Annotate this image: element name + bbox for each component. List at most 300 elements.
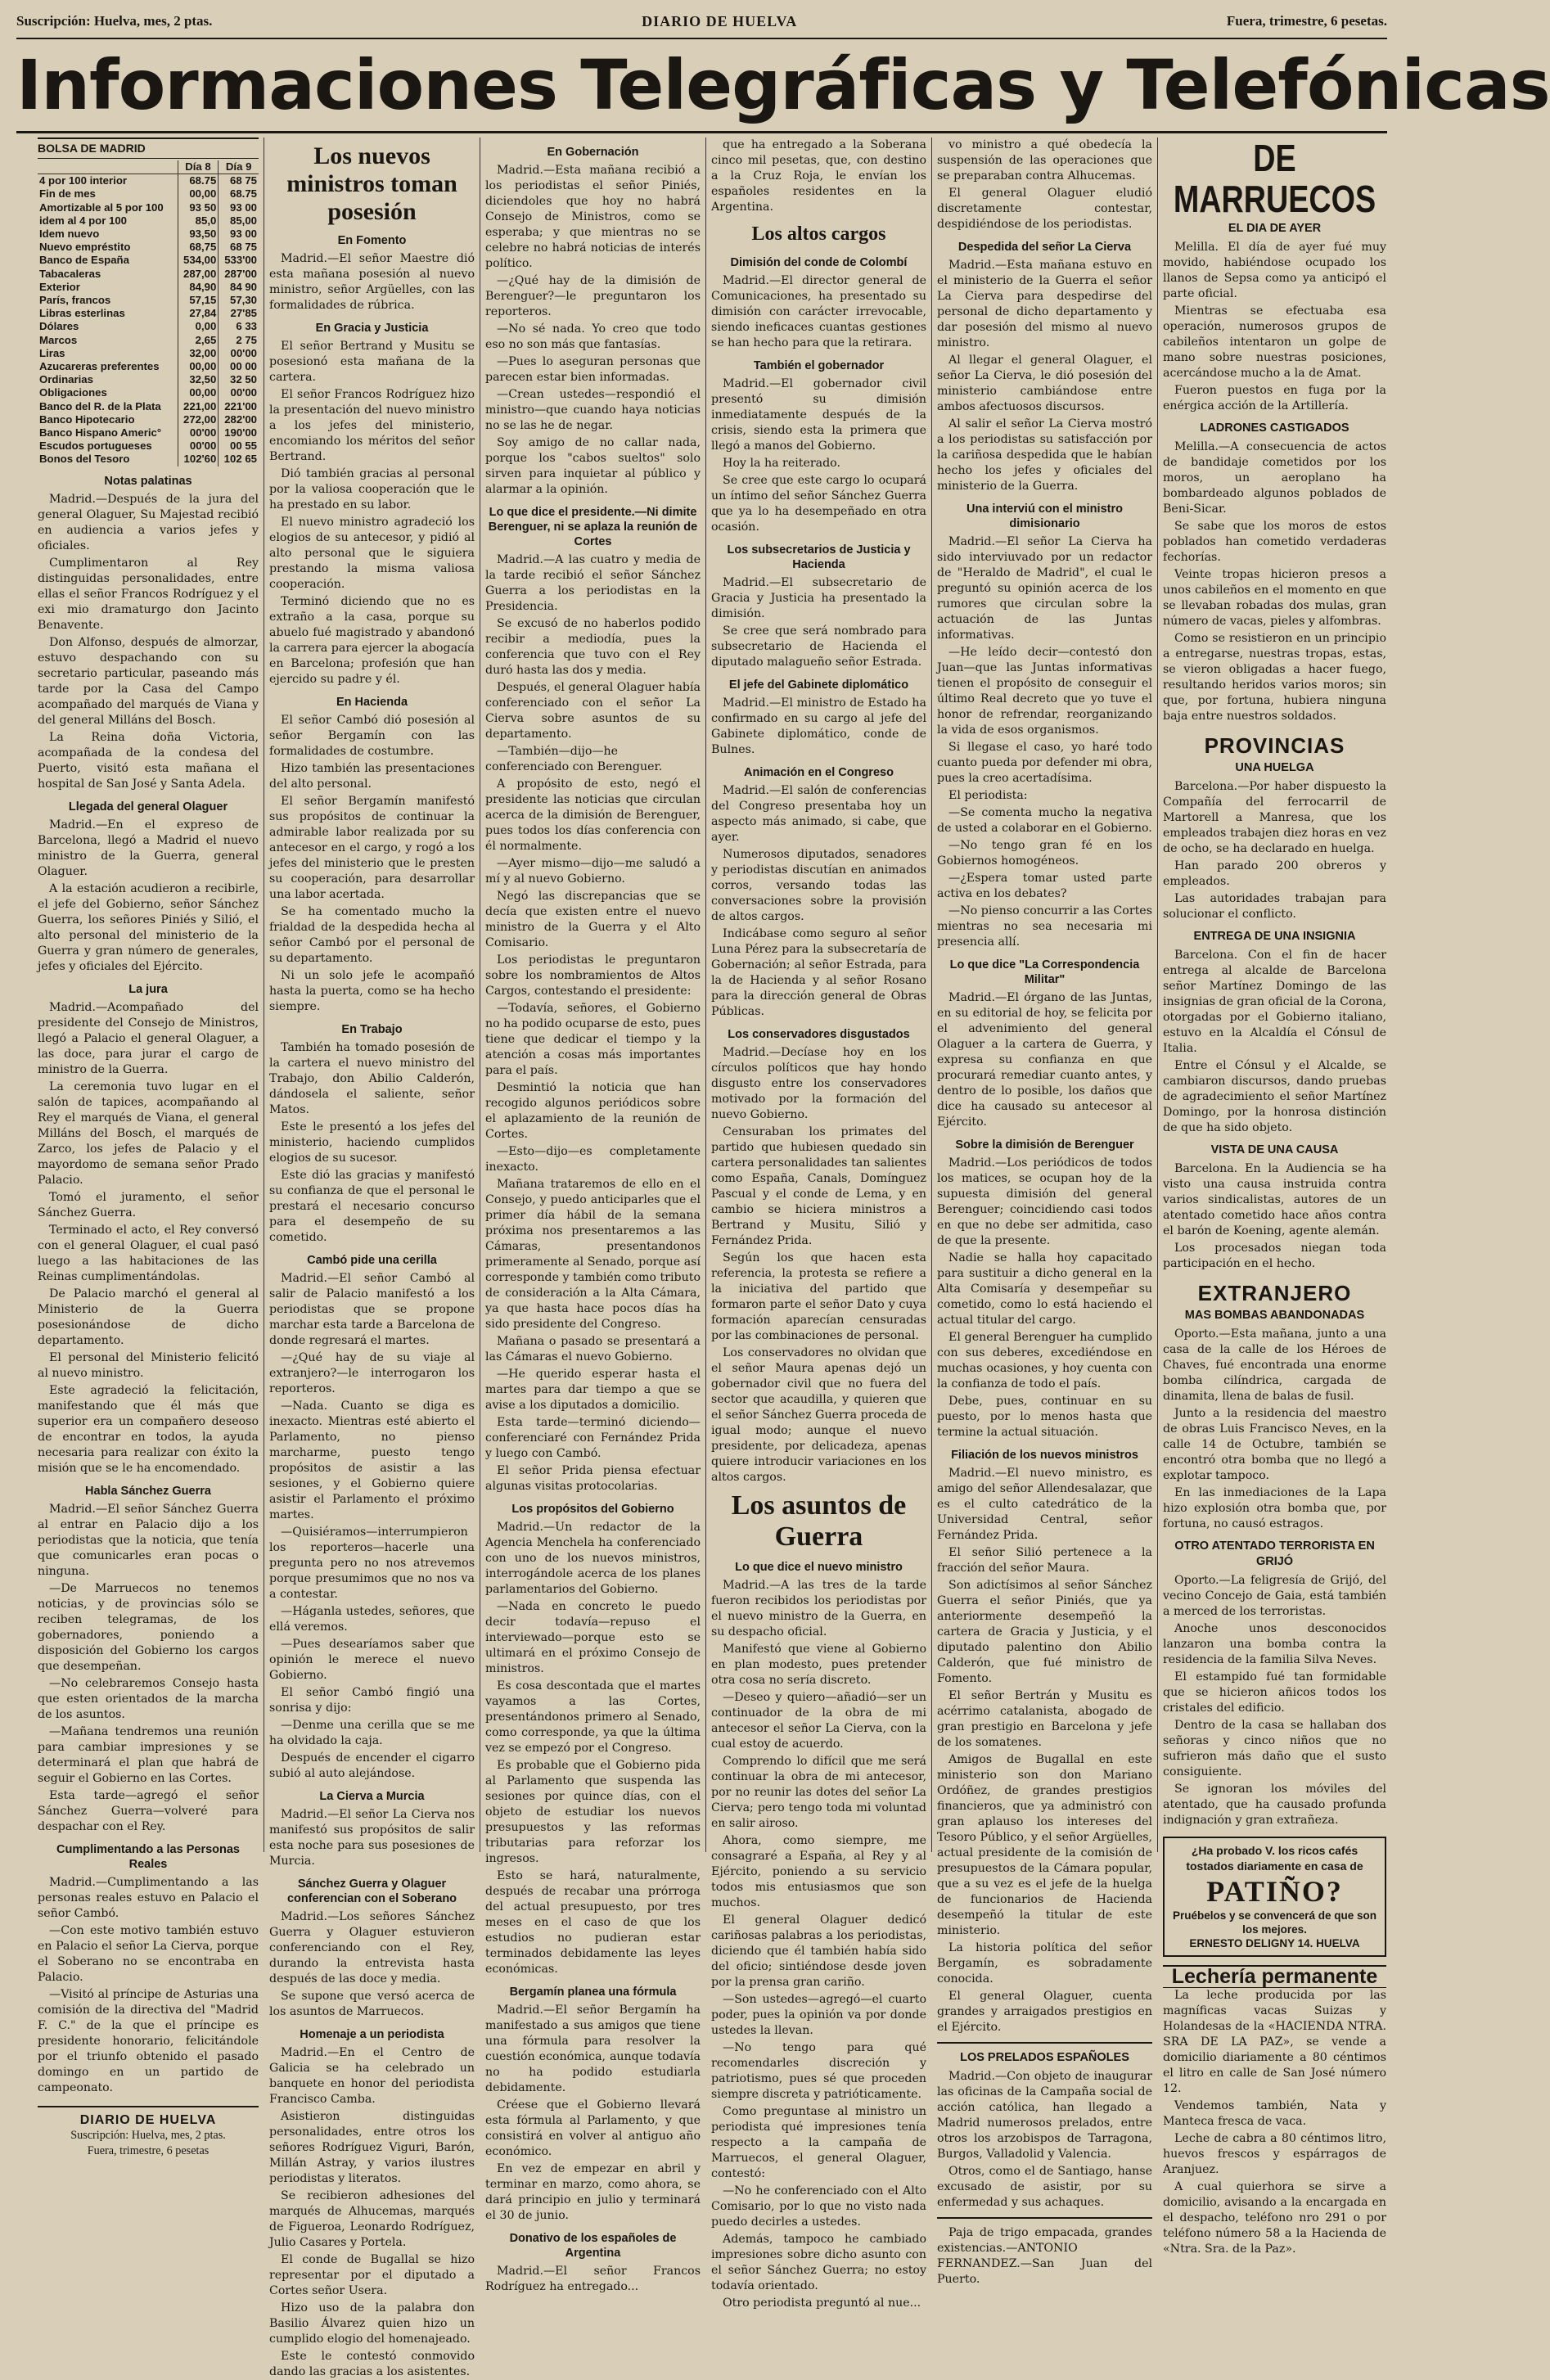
section-heading: Bergamín planea una fórmula — [509, 1986, 677, 1999]
article-body — [711, 376, 926, 535]
table-row — [38, 426, 259, 439]
divider — [937, 2042, 1152, 2044]
column-1 — [33, 137, 264, 2157]
table-row — [38, 320, 259, 333]
paragraph: Es cosa descontada que el martes vayamos a las Cortes, presentándonos primero al Senado, como corresponde, ya que la última vez se empezó por el Congreso. — [485, 1679, 701, 1755]
table-cell: Banco Hispano Americ° — [39, 426, 162, 439]
table-row — [38, 187, 259, 201]
table-cell: Liras — [39, 346, 65, 359]
paragraph: Madrid.—Esta mañana estuvo en el ministerio de la Guerra el señor La Cierva para despedirse del personal de dicho departamento y dar posesión del mismo al nuevo ministro. — [937, 259, 1152, 349]
paragraph: Veinte tropas hicieron presos a unos cabileños en el momento en que se llevaban robadas dos mulas, gran número de vacas, pieles y alfombras. — [1163, 568, 1386, 628]
paragraph: Hoy la ha reiterado. — [723, 457, 840, 470]
paragraph: Esta tarde—terminó diciendo—conferenciaré con Fernández Prida y luego con Cambó. — [485, 1416, 701, 1460]
section-heading: Donativo de los españoles de Argentina — [509, 2232, 677, 2260]
paragraph: Madrid.—Cumplimentando a las personas reales estuvo en Palacio el señor Cambó. — [38, 1875, 259, 1920]
article-body — [1163, 240, 1386, 414]
page-headline: Informaciones Telegráficas y Telefónicas — [16, 39, 1387, 133]
paragraph: Entre el Cónsul y el Alcalde, se cambiaron discursos, dando pruebas de agradecimiento el señor Martínez Domingo, por la honrosa distinción de que ha sido objeto. — [1163, 1059, 1386, 1134]
paragraph: —He querido esperar hasta el martes para dar tiempo a que se avise a los diputados a domicilio. — [485, 1368, 701, 1412]
paragraph: —¿Espera tomar usted parte activa en los debates? — [937, 872, 1152, 900]
table-row — [38, 228, 259, 241]
table-cell: 84 90 — [219, 281, 259, 294]
table-cell: 4 por 100 interior — [39, 174, 128, 187]
article-body — [269, 1909, 475, 2020]
table-cell: Obligaciones — [39, 386, 107, 399]
paragraph: Como preguntase al ministro un periodista qué impresiones tenía respecto a la campaña de Marruecos, el general Olaguer, contestó: — [711, 2105, 926, 2180]
section-heading: Cambó pide una cerilla — [307, 1254, 437, 1267]
table-row — [38, 307, 259, 320]
paragraph: —No pienso concurrir a las Cortes mientras no sea necesaria mi presencia allí. — [937, 904, 1152, 949]
paragraph: Madrid.—Con objeto de inaugurar las oficinas de la Campaña social de acción católica, han llegado a Madrid numerosos prelados, entre otros los arzobispos de Tarragona, Burgos, Valladolid y Valencia. — [937, 2070, 1152, 2161]
table-row — [38, 453, 259, 466]
table-cell: Fin de mes — [39, 187, 96, 201]
section-heading: VISTA DE UNA CAUSA — [1210, 1143, 1339, 1156]
section-heading: También el gobernador — [753, 359, 885, 372]
section-heading: En Fomento — [337, 234, 407, 247]
paragraph: Madrid.—En el expreso de Barcelona, llegó a Madrid el nuevo ministro de la Guerra, general Olaguer. — [38, 818, 259, 878]
bolsa-title: BOLSA DE MADRID — [38, 137, 259, 159]
masthead-subscription: Suscripción: Huelva, mes, 2 ptas. — [16, 13, 213, 29]
table-cell: Banco de España — [39, 254, 129, 267]
table-header-cell — [38, 160, 178, 174]
table-cell: 00,00 — [178, 187, 219, 201]
section-heading: Habla Sánchez Guerra — [85, 1484, 211, 1498]
table-cell: 272,00 — [178, 413, 219, 426]
table-cell: Ordinarias — [39, 373, 93, 386]
paragraph: —Mañana tendremos una reunión para cambiar impresiones y se determinará el plan que habrá de seguir el Gobierno en las Cortes. — [38, 1724, 259, 1785]
article-body — [711, 696, 926, 758]
article-body — [269, 713, 475, 1015]
article-body — [38, 1875, 259, 2096]
classified-ad: Paja de trigo empacada, grandes existencias.—ANTONIO FERNANDEZ.—San Juan del Puerto. — [937, 2226, 1152, 2286]
paragraph: Mañana trataremos de ello en el Consejo, y puedo anticiparles que el primer día hábil de la semana próxima nos presentaremos a las Cámaras, presentandonos primeramente al Senado, porque así corresponde y también como tributo de consideración a la Alta Cámara, ya que hasta hace pocos días ha sido presidente del Congreso. — [485, 1178, 701, 1331]
paragraph: Esto se hará, naturalmente, después de recabar una prórroga del actual presupuesto, por tres meses en el caso de que los estudios no pudieran estar terminados debidamente las leyes económicas. — [485, 1869, 701, 1976]
table-row — [38, 214, 259, 228]
paragraph: El general Olaguer dedicó cariñosas palabras a los periodistas, diciendo que él también había sido del oficio; sintiéndose desde joven por la prensa gran cariño. — [711, 1913, 926, 1989]
paragraph: Anoche unos desconocidos lanzaron una bomba contra la residencia de la familia Silva Neves. — [1163, 1622, 1386, 1666]
paragraph: Se cree que este cargo lo ocupará un íntimo del señor Sánchez Guerra que ya lo ha desempeñado en otra ocasión. — [711, 474, 926, 534]
ad-tagline: Pruébelos y se convencerá de que son los mejores. — [1172, 1909, 1377, 1936]
section-heading: La jura — [128, 982, 168, 996]
article-body — [1163, 1573, 1386, 1828]
paragraph: que ha entregado a la Soberana cinco mil pesetas, que, con destino a la Cruz Roja, le envían los españoles residentes en la Argentina. — [711, 138, 926, 214]
section-heading: Cumplimentando a las Personas Reales — [56, 1842, 240, 1871]
paragraph: —De Marruecos no tenemos noticias, y de provincias sólo se reciben telegramas, de los gobernadores, poniendo a disposición del Gobierno los cargos que desempeñan. — [38, 1581, 259, 1673]
table-cell: 85,00 — [219, 214, 259, 228]
paragraph: Madrid.—El señor La Cierva nos manifestó sus propósitos de salir esta noche para sus posesiones de Murcia. — [269, 1808, 475, 1868]
section-heading: Una interviú con el ministro dimisionario — [966, 503, 1123, 530]
paragraph: En las inmediaciones de la Lapa hizo explosión otra bomba que, por fortuna, no causó estragos. — [1163, 1486, 1386, 1530]
paragraph: A propósito de esto, negó el presidente las noticias que circulan acerca de la dimisión de Berenguer, pues todos los días conferencia con él normalmente. — [485, 778, 701, 853]
table-cell: 57,30 — [219, 294, 259, 307]
table-cell: Amortizable al 5 por 100 — [39, 201, 164, 214]
paragraph: La leche producida por las magníficas vacas Suizas y Holandesas de la «HACIENDA NTRA. SRA DE LA PAZ», se vende a domicilio diariamente a 80 céntimos el litro en calle de San José número 12. — [1163, 1989, 1386, 2095]
section-heading: En Gracia y Justicia — [315, 322, 429, 335]
article-body — [1163, 1327, 1386, 1532]
table-cell: 6 33 — [219, 320, 259, 333]
paragraph: Cumplimentaron al Rey distinguidas personalidades, entre ellas el señor Francos Rodríguez y el exi mio dramaturgo don Jacinto Benavente. — [38, 556, 259, 632]
paragraph: El conde de Bugallal se hizo representar por el diputado a Cortes señor Usera. — [269, 2253, 475, 2297]
paragraph: —Son ustedes—agregó—el cuarto poder, pues la opinión va por donde ustedes la llevan. — [711, 1993, 926, 2037]
table-cell: 102'60 — [178, 453, 219, 466]
section-title: PROVINCIAS — [1204, 733, 1345, 758]
table-cell: 68.75 — [178, 174, 219, 188]
paragraph: Madrid.—Un redactor de la Agencia Menchela ha conferenciado con uno de los nuevos ministros, interrogándole acerca de los planes parlamentarios del Gobierno. — [485, 1521, 701, 1596]
paragraph: Madrid.—El gobernador civil presentó su dimisión inmediatamente después de la crisis, siendo esta la primera que llegó a manos del Gobierno. — [711, 377, 926, 453]
section-title: Los asuntos de Guerra — [731, 1490, 907, 1552]
paragraph: Este dió las gracias y manifestó su confianza de que el personal le prestará el necesario concurso para el desempeño de su cometido. — [269, 1169, 475, 1244]
table-cell: 93 00 — [219, 201, 259, 214]
paragraph: Oporto.—Esta mañana, junto a una casa de la calle de los Héroes de Chaves, fué encontrada una enorme bomba cilíndrica, cargada de dinamita, llena de balas de fusil. — [1163, 1327, 1386, 1403]
table-cell: 93 50 — [178, 201, 219, 214]
paragraph: El señor Cambó dió posesión al señor Bergamín con las formalidades de costumbre. — [269, 714, 475, 758]
paragraph: —Pues desearíamos saber que opinión le merece el nuevo Gobierno. — [269, 1638, 475, 1682]
paragraph: —Quisiéramos—interrumpieron los reporteros—hacerle una pregunta pero no nos atrevemos porque presumimos que no nos va a contestar. — [269, 1526, 475, 1601]
table-cell: 00,00 — [178, 386, 219, 399]
paragraph: Madrid.—A las tres de la tarde fueron recibidos los periodistas por el nuevo ministro de la Guerra, en su despacho oficial. — [711, 1579, 926, 1639]
table-cell: 85,0 — [178, 214, 219, 228]
table-row — [38, 174, 259, 188]
paragraph: Terminó diciendo que no es extraño a la casa, porque su abuelo fué magistrado y abandonó la carrera para ejercer la abogacía en Barcelona; profesión que han ejercido su padre y él. — [269, 595, 475, 686]
section-title: Los altos cargos — [751, 223, 886, 245]
paragraph: —No he conferenciado con el Alto Comisario, por lo que no visto nada puedo decirles a ustedes. — [711, 2184, 926, 2229]
paragraph: Madrid.—Decíase hoy en los círculos políticos que hay hondo disgusto entre los conservadores motivado por la formación del nuevo Gobierno. — [711, 1046, 926, 1121]
paragraph: Créese que el Gobierno llevará esta fórmula al Parlamento, y que consistirá en volver al antiguo año económico. — [485, 2098, 701, 2158]
table-row — [38, 201, 259, 214]
paragraph: Madrid.—El señor Maestre dió esta mañana posesión al nuevo ministro, señor Argüelles, con las formalidades de rúbrica. — [269, 252, 475, 312]
article-body — [269, 2045, 475, 2380]
paragraph: Tomó el juramento, el señor Sánchez Guerra. — [38, 1190, 259, 1219]
section-heading: Homenaje a un periodista — [300, 2028, 444, 2041]
paragraph: Madrid.—Después de la jura del general Olaguer, Su Majestad recibió en audiencia a varios jefes y oficiales. — [38, 492, 259, 552]
table-cell: 00'00 — [178, 426, 219, 439]
article-body — [937, 2069, 1152, 2211]
paragraph: Madrid.—El salón de conferencias del Congreso presentaba hoy un aspecto más animado, si cabe, que ayer. — [711, 784, 926, 844]
section-heading: Sánchez Guerra y Olaguer conferencian con el Soberano — [286, 1877, 457, 1905]
article-body — [937, 990, 1152, 1130]
paragraph: Han parado 200 obreros y empleados. — [1163, 859, 1386, 888]
paragraph: —Crean ustedes—respondió el ministro—que cuando haya noticias no se las he de negar. — [485, 388, 701, 432]
paragraph: Este le contestó conmovido dando las gracias a los asistentes. — [269, 2350, 475, 2378]
table-cell: 0,00 — [178, 320, 219, 333]
paragraph: Oporto.—La feligresía de Grijó, del vecino Concejo de Gaia, está también a merced de los terroristas. — [1163, 1574, 1386, 1618]
paragraph: —No tengo para qué recomendarles discreción y patriotismo, pues sé que proceden siempre discreta y patrióticamente. — [711, 2041, 926, 2101]
paragraph: Desmintió la noticia que han recogido algunos periódicos sobre el aplazamiento de la reunión de Cortes. — [485, 1081, 701, 1141]
table-cell: 287'00 — [219, 268, 259, 281]
table-cell: Banco Hipotecario — [39, 412, 135, 426]
table-cell: 32 50 — [219, 373, 259, 386]
section-heading: Llegada del general Olaguer — [68, 800, 228, 814]
table-row — [38, 241, 259, 254]
section-heading: Lo que dice el nuevo ministro — [735, 1561, 903, 1574]
paragraph: Como se resistieron en un principio a entregarse, nuestras tropas, estas, se vieron obligadas a hacer fuego, resultando heridos varios moros; sin que, por fortuna, hubiera ninguna baja entre nuestros soldados. — [1163, 632, 1386, 723]
table-cell: 00,00 — [178, 360, 219, 373]
table-cell: 221,00 — [178, 400, 219, 413]
paragraph: Melilla.—A consecuencia de actos de bandidaje cometidos por los moros, un aeroplano ha bombardeado algunos poblados de Beni-Sicar. — [1163, 440, 1386, 516]
section-heading: En Gobernación — [547, 146, 639, 159]
article-body — [269, 1040, 475, 1246]
paragraph: Esta tarde—agregó el señor Sánchez Guerra—volveré para despachar con el Rey. — [38, 1788, 259, 1833]
article-body — [1163, 439, 1386, 724]
paragraph: A cual quierhora se sirve a domicilio, avisando a la encargada en el despacho, teléfono nro 291 o por teléfono número 58 a la Hacienda de «Ntra. Sra. de la Paz». — [1163, 2180, 1386, 2256]
paragraph: El señor Silió pertenece a la fracción del señor Maura. — [937, 1546, 1152, 1575]
article-body — [269, 339, 475, 687]
article-body — [485, 552, 701, 1494]
paragraph: —También—dijo—he conferenciado con Berenguer. — [485, 745, 663, 773]
article-body — [711, 137, 926, 215]
section-heading: Animación en el Congreso — [744, 766, 894, 779]
table-header-cell: Día 9 — [219, 160, 259, 174]
table-row — [38, 439, 259, 453]
paragraph: Este agradeció la felicitación, manifestando que él más que superior era un compañero deseoso de encontrar en todos, la ayuda necesaria para realizar con éxito la misión que se le ha encomendado. — [38, 1383, 259, 1475]
table-row — [38, 386, 259, 399]
table-cell: 00'00 — [219, 347, 259, 360]
paragraph: Al salir el señor La Cierva mostró a los periodistas su satisfacción por la cariñosa despedida que le habían hecho los jefes y oficiales del ministerio de la Guerra. — [937, 417, 1152, 493]
table-cell: 27'85 — [219, 307, 259, 320]
paragraph: Se excusó de no haberlos podido recibir a mediodía, pues la conferencia que tuvo con el Rey duró hasta las dos y media. — [485, 617, 701, 677]
paragraph: —Visitó al príncipe de Asturias una comisión de la directiva del "Madrid F. C." de la que el príncipe es presidente honorario, felicitándole por el triunfo obtenido el pasado domingo en un partido de campeonato. — [38, 1987, 259, 2094]
table-header-row — [38, 160, 259, 174]
table-cell: Dólares — [39, 320, 79, 333]
paragraph: Se supone que versó acerca de los asuntos de Marruecos. — [269, 1990, 475, 2018]
paragraph: Madrid.—Acompañado del presidente del Consejo de Ministros, llegó a Palacio el general Olaguer, a las doce, para jurar el cargo de ministro de la Guerra. — [38, 1000, 259, 1076]
article-body — [269, 1271, 475, 1782]
column-4 — [706, 137, 931, 2310]
paragraph: —¿Qué hay de la dimisión de Berenguer?—le preguntaron los reporteros. — [485, 274, 701, 318]
paragraph: Los conservadores no olvidan que el señor Maura apenas dejó un gobernador civil que no fuera del sector que acaudilla, y quieren que el señor Sánchez Guerra proceda de igual modo; aunque el nuevo presidente, por delicadeza, apenas quiere introducir variaciones en los altos cargos. — [711, 1346, 926, 1484]
paragraph: Junto a la residencia del maestro de obras Luis Francisco Neves, en la calle 14 de Octubre, también se encontró otra bomba que no llegó a explotar tampoco. — [1163, 1407, 1386, 1482]
table-cell: 2 75 — [219, 334, 259, 347]
divider — [937, 2217, 1152, 2219]
paragraph: Mañana o pasado se presentará a las Cámaras el nuevo Gobierno. — [485, 1335, 701, 1364]
section-heading: MAS BOMBAS ABANDONADAS — [1184, 1309, 1365, 1322]
table-row — [38, 254, 259, 267]
table-cell: 287,00 — [178, 268, 219, 281]
bolsa-table — [38, 160, 259, 467]
paragraph: También ha tomado posesión de la cartera el nuevo ministro del Trabajo, don Abilio Calderón, dándosela el saliente, señor Matos. — [269, 1041, 475, 1116]
paragraph: —¿Qué hay de su viaje al extranjero?—le interrogaron los reporteros. — [269, 1351, 475, 1395]
paragraph: Madrid.—El órgano de las Juntas, en su editorial de hoy, se felicita por el advenimiento del general Olaguer a la cartera de Guerra, y expresa su confianza en que procurará remediar cuanto antes, y dentro de lo posible, los daños que dice ha causado su antecesor al Ejército. — [937, 991, 1152, 1129]
section-heading: LADRONES CASTIGADOS — [1200, 421, 1349, 435]
paragraph: —Deseo y quiero—añadió—ser un continuador de la obra de mi antecesor el señor La Cierva, con la cual estoy de acuerdo. — [711, 1691, 926, 1751]
paragraph: —Nada. Cuanto se diga es inexacto. Mientras esté abierto el Parlamento, no pienso marcharme, puesto tengo propósitos de asistir a las sesiones, y el Gobierno quiere asistir el Parlamento el próximo martes. — [269, 1400, 475, 1521]
article-body — [711, 783, 926, 1020]
table-cell: Marcos — [39, 333, 78, 346]
paragraph: Si llegase el caso, yo haré todo cuanto pueda por defender mi obra, pues la creo acertadísima. — [937, 741, 1152, 785]
paragraph: A la estación acudieron a recibirle, el jefe del Gobierno, señor Sánchez Guerra, los señores Piniés y Silió, el alto personal del ministerio de la Guerra y gran número de generales, jefes y oficiales del Ejército. — [38, 881, 259, 973]
paragraph: Don Alfonso, después de almorzar, estuvo despachando con su secretario particular, paseando más tarde por la Casa del Campo acompañado del marqués de Viana y del general Milláns del Bosch. — [38, 635, 259, 727]
table-cell: 102 65 — [219, 453, 259, 466]
paragraph: Es probable que el Gobierno pida al Parlamento que suspenda las sesiones por quince días, con el objeto de estudiar los nuevos presupuestos y las reformas tributarias para reforzar los ingresos. — [485, 1759, 701, 1865]
section-heading: La Cierva a Murcia — [319, 1790, 425, 1803]
table-row — [38, 347, 259, 360]
ad-address: ERNESTO DELIGNY 14. HUELVA — [1189, 1937, 1360, 1950]
section-heading: Filiación de los nuevos ministros — [951, 1449, 1138, 1462]
column-6 — [1158, 137, 1391, 2256]
section-heading: Los conservadores disgustados — [728, 1028, 910, 1041]
article-body — [1163, 1988, 1386, 2257]
table-cell: 32,00 — [178, 347, 219, 360]
section-title: Los nuevos ministros toman posesión — [286, 142, 457, 225]
paragraph: El señor Bertrand y Musitu se posesionó esta mañana de la cartera. — [269, 340, 475, 384]
paragraph: Madrid.—El subsecretario de Gracia y Justicia ha presentado la dimisión. — [711, 576, 926, 620]
paragraph: —Denme una cerilla que se me ha olvidado la caja. — [269, 1719, 475, 1747]
paragraph: Comprendo lo difícil que me será continuar la obra de mi antecesor, por no reunir las dotes del señor La Cierva; pero tengo toda mi voluntad en salir airoso. — [711, 1755, 926, 1830]
article-body — [1163, 948, 1386, 1136]
column-5 — [932, 137, 1157, 2286]
paragraph: Madrid.—El señor Francos Rodríguez ha entregado... — [485, 2265, 701, 2293]
paragraph: El señor Francos Rodríguez hizo la presentación del nuevo ministro a los jefes del ministerio, encomiando los méritos del señor Bertrand. — [269, 388, 475, 463]
table-cell: Tabacaleras — [39, 267, 101, 280]
paragraph: Ahora, como siempre, me consagraré a España, al Rey y al Ejército, poniendo a su servicio todos mis entusiasmos que son muchos. — [711, 1834, 926, 1909]
paragraph: vo ministro a qué obedecía la suspensión de las operaciones que se preparaban contra Alhucemas. — [937, 138, 1152, 183]
paragraph: El general Olaguer, cuenta grandes y arraigados prestigios en el Ejército. — [937, 1990, 1152, 2034]
table-cell: 00'00 — [219, 386, 259, 399]
paragraph: Son adictísimos al señor Sánchez Guerra el señor Piniés, que ya anteriormente desempeñó la cartera de Gracia y Justicia, y el diputado palentino don Abilio Calderón, que fué ministro de Fomento. — [937, 1579, 1152, 1685]
table-cell: 68.75 — [219, 187, 259, 201]
paragraph: El general Berenguer ha cumplido con sus deberes, excediéndose en muchas ocasiones, y hoy cuenta con la confianza de todo el país. — [937, 1331, 1152, 1391]
table-cell: Bonos del Tesoro — [39, 453, 130, 466]
section-heading: LOS PRELADOS ESPAÑOLES — [960, 2051, 1129, 2064]
paragraph: —Nada en concreto le puedo decir todavía—repuso el interviewado—porque esto se ultimará en el próximo Consejo de ministros. — [485, 1600, 701, 1675]
paragraph: Hizo uso de la palabra don Basilio Álvarez quien hizo un cumplido elogio del homenajeado. — [269, 2301, 475, 2346]
section-subtitle: EL DIA DE AYER — [1228, 222, 1322, 235]
paragraph: El señor Cambó fingió una sonrisa y dijo: — [269, 1686, 475, 1715]
paragraph: —No tengo gran fé en los Gobiernos homogéneos. — [937, 839, 1152, 868]
paragraph: Negó las discrepancias que se decía que existen entre el nuevo ministro de la Guerra y el Alto Comisario. — [485, 890, 701, 949]
paragraph: Fueron puestos en fuga por la enérgica acción de la Artillería. — [1163, 384, 1386, 412]
table-row — [38, 281, 259, 294]
section-heading: Los subsecretarios de Justicia y Hacienda — [727, 543, 911, 571]
table-cell: 68 75 — [219, 241, 259, 254]
paragraph: Indicábase como seguro al señor Luna Pérez para la subsecretaría de Gobernación; al señor Estrada, para la de Hacienda y al señor Rosano para la dirección general de Obras Públicas. — [711, 927, 926, 1018]
paragraph: —He leído decir—contestó don Juan—que las Juntas informativas tienen el propósito de conseguir el último Real decreto que yo tuve el honor de refrendar, reorganizando la vida de esos organismos. — [937, 646, 1152, 737]
paragraph: Amigos de Bugallal en este ministerio son don Mariano Ordóñez, de grandes prestigios financieros, que ya administró con gran aplauso los intereses del Tesoro Público, y el señor Argüelles, actual presidente de la comisión de presupuestos de la Cámara popular, que a su vez es el jefe de la huelga de funcionarios de Hacienda desempeñó la titular de este ministerio. — [937, 1753, 1152, 1937]
article-body — [485, 2003, 701, 2224]
subscription-line: Fuera, trimestre, 6 pesetas — [87, 2143, 210, 2157]
table-cell: 93 00 — [219, 228, 259, 241]
table-cell: Nuevo empréstito — [39, 241, 131, 254]
paragraph: —Con este motivo también estuvo en Palacio el señor La Cierva, porque el Soberano no se encontraba en Palacio. — [38, 1923, 259, 1984]
paragraph: Madrid.—El nuevo ministro, es amigo del señor Allendesalazar, que es el culto catedrático de la Universidad Central, señor Fernández Prida. — [937, 1467, 1152, 1542]
table-cell: 32,50 — [178, 373, 219, 386]
paragraph: —Todavía, señores, el Gobierno no ha podido ocuparse de esto, pues tiene que dedicar el tiempo y la atención a cosas más importantes para el país. — [485, 1002, 701, 1077]
table-cell: 00'00 — [178, 439, 219, 453]
section-heading: Lo que dice "La Correspondencia Militar" — [949, 958, 1140, 986]
paragraph: Madrid.—Los señores Sánchez Guerra y Olaguer estuvieron conferenciando con el Rey, durando la entrevista hasta después de las doce y media. — [269, 1910, 475, 1986]
paragraph: La historia política del señor Bergamín, es sobradamente conocida. — [937, 1941, 1152, 1986]
table-cell: 84,90 — [178, 281, 219, 294]
coffee-ad — [1163, 1837, 1386, 1957]
table-row — [38, 294, 259, 307]
article-body — [937, 137, 1152, 232]
paragraph: Censuraban los primates del partido que hubiesen quedado sin cartera personalidades tan salientes como España, Canals, Domínguez Pascual y el conde de Lema, y en cambio se hiciera ministros a Bertrand y Musitu, Silió y Fernández Prida. — [711, 1125, 926, 1247]
table-cell: Libras esterlinas — [39, 307, 125, 320]
section-heading: El jefe del Gabinete diplomático — [728, 678, 909, 692]
paragraph: El señor Bertrán y Musitu es acérrimo catalanista, abogado de gran prestigio en Barcelona y jefe de los somatenes. — [937, 1689, 1152, 1749]
paragraph: Después de encender el cigarro subió al auto alejándose. — [269, 1751, 475, 1780]
article-body — [38, 1000, 259, 1476]
paragraph: Madrid.—A las cuatro y media de la tarde recibió el señor Sánchez Guerra a los periodistas en la Presidencia. — [485, 553, 701, 613]
paragraph: —Ayer mismo—dijo—me saludó a mí y al nuevo Gobierno. — [485, 857, 701, 886]
paragraph: —No celebraremos Consejo hasta que esten orientados de la marcha de los asuntos. — [38, 1676, 259, 1721]
paragraph: Madrid.—El ministro de Estado ha confirmado en su cargo al jefe del Gabinete diplomático, conde de Bulnes. — [711, 696, 926, 756]
article-body — [38, 1502, 259, 1835]
article-body — [711, 1578, 926, 2311]
section-heading: En Hacienda — [336, 696, 408, 709]
paragraph: Al llegar el general Olaguer, el señor La Cierva, le dió posesión del ministerio cambiándose entre ambos afectuosos discursos. — [937, 354, 1152, 413]
masthead-title: DIARIO DE HUELVA — [642, 12, 798, 29]
paragraph: El nuevo ministro agradeció los elogios de su antecesor, y pidió al alto personal que le siguiera prestando la misma valiosa cooperación. — [269, 516, 475, 591]
article-body — [711, 1045, 926, 1485]
paragraph: Debe, pues, continuar en su puesto, por lo menos hasta que termine la actual situación. — [937, 1395, 1152, 1439]
article-body — [937, 1466, 1152, 2035]
article-body — [711, 575, 926, 670]
paragraph: El estampido fué tan formidable que se hicieron añicos todos los cristales del edificio. — [1163, 1670, 1386, 1715]
section-heading: En Trabajo — [341, 1023, 403, 1036]
section-heading: Sobre la dimisión de Berenguer — [955, 1138, 1134, 1152]
paragraph: El señor Bergamín manifestó sus propósitos de continuar la admirable labor realizada por su antecesor en el cargo, y rogó a los jefes del ministerio que le presten su cooperación, para desarrollar una labor acertada. — [269, 795, 475, 901]
paragraph: Soy amigo de no callar nada, porque los "cabos sueltos" solo sirven para inquietar al público y alarmar a la opinión. — [485, 436, 701, 496]
table-cell: 68 75 — [219, 174, 259, 188]
paragraph: Nadie se halla hoy capacitado para sustituir a dicho general en la Alta Comisaría y desempeñar su cometido, como lo está haciendo el actual titular del cargo. — [937, 1251, 1152, 1327]
table-cell: 68,75 — [178, 241, 219, 254]
table-cell: 27,84 — [178, 307, 219, 320]
paragraph: Numerosos diputados, senadores y periodistas discutían en animados corros, versando todas las conversaciones sobre la provisión de altos cargos. — [711, 848, 926, 923]
paragraph: Madrid.—El señor Bergamín ha manifestado a sus amigos que tiene una fórmula para resolver la cuestión económica, aunque todavía no ha podido estudiarla debidamente. — [485, 2004, 701, 2094]
paragraph: Después, el general Olaguer había conferenciado con el señor La Cierva sobre asuntos de su departamento. — [485, 681, 701, 741]
column-2 — [264, 137, 480, 2378]
paragraph: Madrid.—Esta mañana recibió a los periodistas el señor Piniés, diciendoles que hoy no habrá Consejo de Ministros, como se esperaba; y que mientras no se celebre no habrá noticias de interés político. — [485, 164, 701, 270]
paragraph: Madrid.—Los periódicos de todos los matices, se ocupan hoy de la supuesta dimisión del general Berenguer; coincidiendo casi todos en que no debe ser admitida, caso de que la presente. — [937, 1156, 1152, 1247]
table-cell: 00 00 — [219, 360, 259, 373]
section-heading: UNA HUELGA — [1235, 761, 1314, 774]
ad-question: ¿Ha probado V. los ricos cafés tostados diariamente en casa de — [1186, 1844, 1363, 1873]
paragraph: Leche de cabra a 80 céntimos litro, huevos frescos y espárragos de Aranjuez. — [1163, 2132, 1386, 2176]
table-row — [38, 413, 259, 426]
paragraph: Manifestó que viene al Gobierno en plan modesto, pues pretender otra cosa no sería discreto. — [711, 1643, 926, 1687]
paragraph: Los periodistas le preguntaron sobre los nombramientos de Altos Cargos, contestando el presidente: — [485, 953, 701, 998]
table-row — [38, 360, 259, 373]
paragraph: Este le presentó a los jefes del ministerio, haciendo cumplidos elogios de su sucesor. — [269, 1120, 475, 1165]
paragraph: Barcelona. Con el fin de hacer entrega al alcalde de Barcelona señor Martínez Domingo de las insignias de gran oficial de la Corona, otorgadas por el Gobierno italiano, estuvo en la Alcaldía el Cónsul de Italia. — [1163, 949, 1386, 1055]
paragraph: Dentro de la casa se hallaban dos señoras y cinco niños que no sufrieron más daño que el susto consiguiente. — [1163, 1719, 1386, 1778]
section-heading: ENTREGA DE UNA INSIGNIA — [1193, 930, 1356, 943]
table-cell: 190'00 — [219, 426, 259, 439]
article-body — [485, 163, 701, 498]
section-heading: Los propósitos del Gobierno — [511, 1503, 674, 1516]
section-title: EXTRANJERO — [1197, 1281, 1352, 1305]
paragraph: El general Olaguer eludió discretamente contestar, despidiéndose de los periodistas. — [937, 187, 1152, 231]
paragraph: Madrid.—El director general de Comunicaciones, ha presentado su dimisión con carácter irrevocable, siendo ineficaces cuantas gestiones se han hecho para que la retirara. — [711, 274, 926, 349]
subscription-title: DIARIO DE HUELVA — [79, 2112, 217, 2127]
table-cell: Banco del R. de la Plata — [39, 399, 161, 412]
article-body — [1163, 1161, 1386, 1272]
table-cell: 00 55 — [219, 439, 259, 453]
paragraph: El periodista: — [948, 789, 1028, 802]
paragraph: Madrid.—El señor La Cierva ha sido interviuvado por un redactor de "Heraldo de Madrid", el cual le preguntó su opinión acerca de los rumores que circulan sobre la actuación de las Juntas informativas. — [937, 535, 1152, 642]
paragraph: Mientras se efectuaba esa operación, numerosos grupos de cabileños intentaron un golpe de mano sobre nuestras posiciones, acercándose mucho a la de Amat. — [1163, 304, 1386, 380]
section-heading: Despedida del señor La Cierva — [957, 241, 1132, 254]
masthead-outside-rate: Fuera, trimestre, 6 pesetas. — [1226, 13, 1387, 29]
article-body — [485, 1520, 701, 1977]
paragraph: Dió también gracias al personal por la valiosa cooperación que le ha prestado en su labor. — [269, 467, 475, 512]
paragraph: El personal del Ministerio felicitó al nuevo ministro. — [38, 1350, 259, 1380]
section-heading: Lo que dice el presidente.—Ni dimite Berenguer, ni se aplaza la reunión de Cortes — [488, 506, 698, 548]
table-cell: 57,15 — [178, 294, 219, 307]
article-body — [38, 818, 259, 975]
table-cell: 221'00 — [219, 400, 259, 413]
